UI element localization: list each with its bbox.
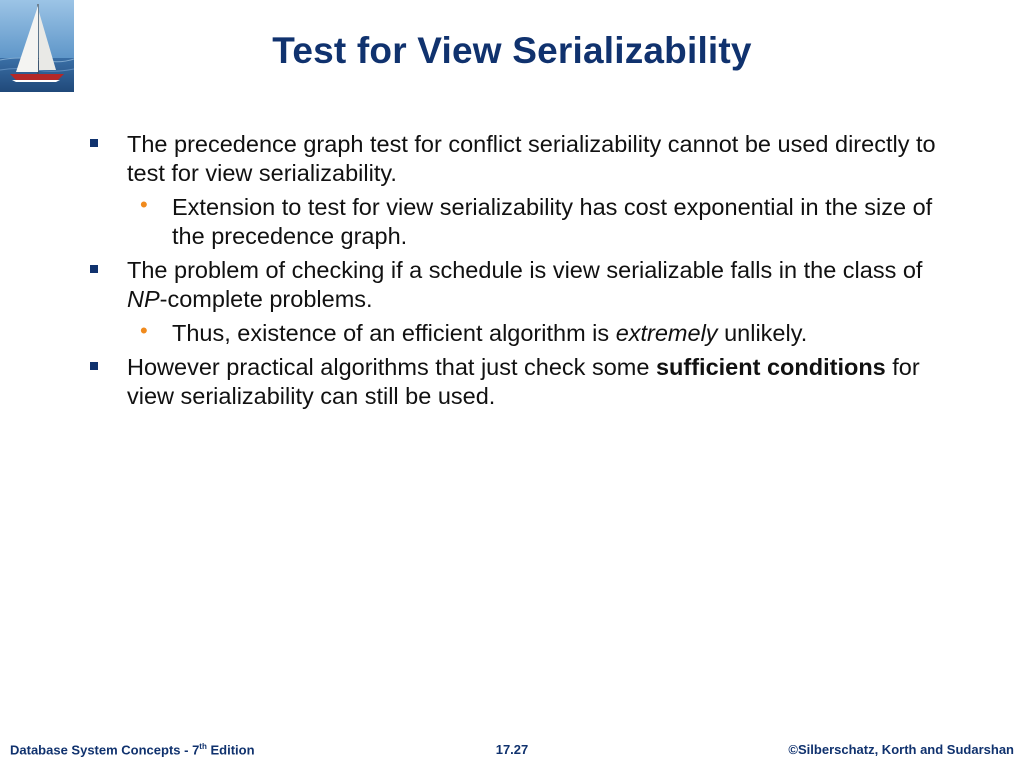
bullet-text-before: The problem of checking if a schedule is view serializable falls in the class of [127,257,923,283]
footer-book-title-tail: Edition [206,742,255,758]
square-bullet-icon [90,362,98,370]
sub-bullet-text-after: unlikely. [717,320,808,346]
square-bullet-icon [90,265,98,273]
footer-copyright: ©Silberschatz, Korth and Sudarshan [788,742,1014,757]
bullet-list [86,130,936,416]
round-bullet-icon: • [140,318,148,343]
square-bullet-icon [90,139,98,147]
bullet-item [86,353,936,411]
bullet-text-before: However practical algorithms that just check some [127,354,656,380]
bullet-item [86,130,936,188]
footer-slide-number: 17.27 [495,742,529,757]
bullet-text-after: -complete problems. [159,286,373,312]
bullet-item [86,256,936,314]
footer-book-title-main: Database System Concepts - 7 [10,742,200,758]
footer-edition-superscript: th [199,742,207,751]
sub-bullet-text-before: Thus, existence of an efficient algorithm is [172,320,616,346]
bullet-text-bold: sufficient conditions [655,354,886,380]
bullet-text-after: for view serializability can still be used. [127,354,920,409]
slide-title: Test for View Serializability [272,30,752,71]
sub-bullet-item [86,193,936,251]
bullet-text-italic: NP [127,286,160,312]
bullet-text: The precedence graph test for conflict serializability cannot be used directly to test for view serializability. [127,131,936,186]
sub-bullet-text-italic: extremely [615,320,718,346]
sub-bullet-item [86,319,936,348]
sub-bullet-text: Extension to test for view serializability has cost exponential in the size of the precedence graph. [172,194,933,249]
round-bullet-icon: • [140,192,148,217]
slide-footer [0,742,1024,762]
